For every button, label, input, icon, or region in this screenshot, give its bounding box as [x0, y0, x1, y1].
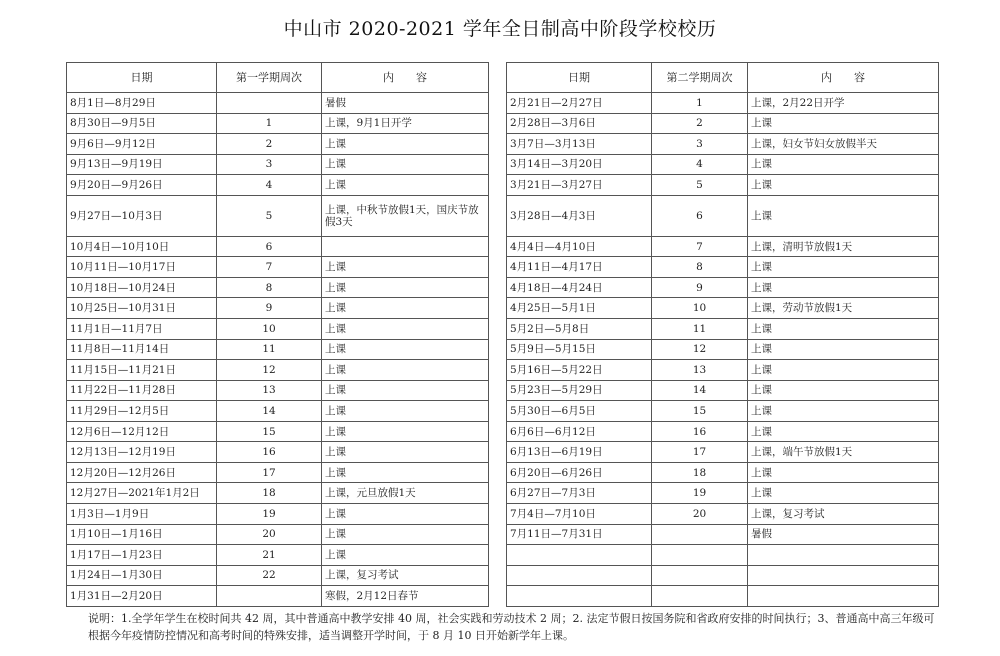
week-cell-semester1: 14 — [217, 401, 322, 422]
table-row — [67, 586, 939, 607]
table-row — [67, 257, 939, 278]
date-cell-semester1: 10月11日—10月17日 — [67, 257, 217, 278]
header-date-semester1: 日期 — [67, 63, 217, 93]
table-column-gap — [489, 565, 507, 586]
content-cell-semester1: 上课 — [322, 257, 489, 278]
week-cell-semester2: 11 — [652, 319, 748, 340]
date-cell-semester1: 8月1日—8月29日 — [67, 93, 217, 114]
date-cell-semester1: 10月25日—10月31日 — [67, 298, 217, 319]
table-column-gap — [489, 257, 507, 278]
week-cell-semester1: 16 — [217, 442, 322, 463]
week-cell-semester2: 4 — [652, 154, 748, 175]
date-cell-semester2: 4月4日—4月10日 — [507, 236, 652, 257]
week-cell-semester1: 22 — [217, 565, 322, 586]
date-cell-semester1: 1月3日—1月9日 — [67, 503, 217, 524]
table-column-gap — [489, 503, 507, 524]
date-cell-semester2: 3月28日—4月3日 — [507, 195, 652, 236]
content-cell-semester2: 上课 — [748, 195, 939, 236]
content-cell-semester2: 上课 — [748, 257, 939, 278]
content-cell-semester1: 上课 — [322, 462, 489, 483]
week-cell-semester1: 6 — [217, 236, 322, 257]
date-cell-semester2: 5月9日—5月15日 — [507, 339, 652, 360]
table-column-gap — [489, 236, 507, 257]
content-cell-semester2: 上课 — [748, 462, 939, 483]
content-cell-semester2: 上课，清明节放假1天 — [748, 236, 939, 257]
table-column-gap — [489, 380, 507, 401]
table-row — [67, 380, 939, 401]
week-cell-semester2: 20 — [652, 503, 748, 524]
week-cell-semester1: 11 — [217, 339, 322, 360]
content-cell-semester2: 上课 — [748, 277, 939, 298]
date-cell-semester2: 4月18日—4月24日 — [507, 277, 652, 298]
content-cell-semester1: 上课，元旦放假1天 — [322, 483, 489, 504]
date-cell-semester2: 2月28日—3月6日 — [507, 113, 652, 134]
date-cell-semester1: 1月24日—1月30日 — [67, 565, 217, 586]
content-cell-semester2: 上课，端午节放假1天 — [748, 442, 939, 463]
date-cell-semester2: 7月4日—7月10日 — [507, 503, 652, 524]
week-cell-semester2 — [652, 524, 748, 545]
content-cell-semester1: 寒假，2月12日春节 — [322, 586, 489, 607]
table-row — [67, 565, 939, 586]
table-row — [67, 277, 939, 298]
content-cell-semester1: 上课 — [322, 380, 489, 401]
table-row — [67, 524, 939, 545]
table-column-gap — [489, 319, 507, 340]
week-cell-semester1: 9 — [217, 298, 322, 319]
content-cell-semester1 — [322, 236, 489, 257]
week-cell-semester2: 15 — [652, 401, 748, 422]
table-column-gap — [489, 195, 507, 236]
week-cell-semester1: 2 — [217, 134, 322, 155]
content-cell-semester1: 上课 — [322, 503, 489, 524]
content-cell-semester2: 上课 — [748, 154, 939, 175]
table-header-row — [67, 63, 939, 93]
date-cell-semester1: 9月13日—9月19日 — [67, 154, 217, 175]
week-cell-semester2: 14 — [652, 380, 748, 401]
table-column-gap — [489, 154, 507, 175]
date-cell-semester1: 12月20日—12月26日 — [67, 462, 217, 483]
header-content-semester1: 内 容 — [322, 63, 489, 93]
date-cell-semester1: 1月10日—1月16日 — [67, 524, 217, 545]
content-cell-semester1: 上课 — [322, 360, 489, 381]
content-cell-semester1: 上课 — [322, 175, 489, 196]
date-cell-semester2 — [507, 565, 652, 586]
week-cell-semester1: 19 — [217, 503, 322, 524]
table-column-gap — [489, 524, 507, 545]
table-column-gap — [489, 360, 507, 381]
content-cell-semester2: 上课，复习考试 — [748, 503, 939, 524]
content-cell-semester1: 上课，9月1日开学 — [322, 113, 489, 134]
week-cell-semester2: 6 — [652, 195, 748, 236]
week-cell-semester2 — [652, 545, 748, 566]
table-column-gap — [489, 63, 507, 93]
date-cell-semester1: 11月8日—11月14日 — [67, 339, 217, 360]
header-content-semester2: 内 容 — [748, 63, 939, 93]
date-cell-semester2: 6月27日—7月3日 — [507, 483, 652, 504]
date-cell-semester2 — [507, 586, 652, 607]
week-cell-semester1: 7 — [217, 257, 322, 278]
week-cell-semester1: 10 — [217, 319, 322, 340]
week-cell-semester1: 8 — [217, 277, 322, 298]
week-cell-semester2: 16 — [652, 421, 748, 442]
date-cell-semester1: 1月31日—2月20日 — [67, 586, 217, 607]
week-cell-semester1: 1 — [217, 113, 322, 134]
week-cell-semester1: 21 — [217, 545, 322, 566]
week-cell-semester1: 5 — [217, 195, 322, 236]
week-cell-semester1 — [217, 586, 322, 607]
table-column-gap — [489, 586, 507, 607]
date-cell-semester1: 12月27日—2021年1月2日 — [67, 483, 217, 504]
date-cell-semester2: 3月7日—3月13日 — [507, 134, 652, 155]
content-cell-semester1: 上课，中秋节放假1天，国庆节放假3天 — [322, 195, 489, 236]
content-cell-semester2: 上课 — [748, 339, 939, 360]
week-cell-semester1: 12 — [217, 360, 322, 381]
date-cell-semester1: 9月27日—10月3日 — [67, 195, 217, 236]
date-cell-semester1: 9月20日—9月26日 — [67, 175, 217, 196]
content-cell-semester1: 上课 — [322, 524, 489, 545]
content-cell-semester1: 上课 — [322, 134, 489, 155]
table-row — [67, 154, 939, 175]
date-cell-semester1: 11月15日—11月21日 — [67, 360, 217, 381]
week-cell-semester2: 2 — [652, 113, 748, 134]
table-column-gap — [489, 462, 507, 483]
content-cell-semester1: 上课 — [322, 277, 489, 298]
week-cell-semester2: 1 — [652, 93, 748, 114]
week-cell-semester1: 20 — [217, 524, 322, 545]
table-row — [67, 319, 939, 340]
table-row — [67, 93, 939, 114]
content-cell-semester2: 暑假 — [748, 524, 939, 545]
content-cell-semester1: 上课 — [322, 442, 489, 463]
table-column-gap — [489, 113, 507, 134]
footnote: 说明：1.全学年学生在校时间共 42 周，其中普通高中教学安排 40 周，社会实践和劳动技术 2 周；2. 法定节假日按国务院和省政府安排的时间执行；3、普通高中高三年级可根据今年疫情防控情况和高考时间的特殊安排，适当调整开学时间，于 8 月 10 日开始新学年上课。 — [88, 612, 935, 642]
week-cell-semester2: 17 — [652, 442, 748, 463]
content-cell-semester1: 上课 — [322, 401, 489, 422]
content-cell-semester2: 上课 — [748, 401, 939, 422]
table-row — [67, 113, 939, 134]
calendar-table-container — [66, 62, 938, 607]
date-cell-semester1: 10月18日—10月24日 — [67, 277, 217, 298]
date-cell-semester2: 2月21日—2月27日 — [507, 93, 652, 114]
date-cell-semester2 — [507, 545, 652, 566]
date-cell-semester2: 6月13日—6月19日 — [507, 442, 652, 463]
week-cell-semester1: 4 — [217, 175, 322, 196]
table-column-gap — [489, 442, 507, 463]
content-cell-semester1: 暑假 — [322, 93, 489, 114]
header-week-semester2: 第二学期周次 — [652, 63, 748, 93]
week-cell-semester2: 7 — [652, 236, 748, 257]
date-cell-semester1: 9月6日—9月12日 — [67, 134, 217, 155]
table-column-gap — [489, 421, 507, 442]
week-cell-semester2: 19 — [652, 483, 748, 504]
week-cell-semester2: 13 — [652, 360, 748, 381]
date-cell-semester2: 5月2日—5月8日 — [507, 319, 652, 340]
table-column-gap — [489, 401, 507, 422]
week-cell-semester2: 5 — [652, 175, 748, 196]
table-column-gap — [489, 93, 507, 114]
content-cell-semester2 — [748, 545, 939, 566]
table-row — [67, 401, 939, 422]
table-column-gap — [489, 483, 507, 504]
week-cell-semester1: 13 — [217, 380, 322, 401]
week-cell-semester2: 10 — [652, 298, 748, 319]
header-date-semester2: 日期 — [507, 63, 652, 93]
content-cell-semester2: 上课 — [748, 421, 939, 442]
date-cell-semester2: 3月14日—3月20日 — [507, 154, 652, 175]
content-cell-semester1: 上课，复习考试 — [322, 565, 489, 586]
header-week-semester1: 第一学期周次 — [217, 63, 322, 93]
table-column-gap — [489, 277, 507, 298]
content-cell-semester2: 上课 — [748, 380, 939, 401]
date-cell-semester2: 6月20日—6月26日 — [507, 462, 652, 483]
date-cell-semester1: 11月29日—12月5日 — [67, 401, 217, 422]
table-column-gap — [489, 545, 507, 566]
content-cell-semester1: 上课 — [322, 154, 489, 175]
date-cell-semester1: 10月4日—10月10日 — [67, 236, 217, 257]
week-cell-semester1: 3 — [217, 154, 322, 175]
table-row — [67, 195, 939, 236]
content-cell-semester2: 上课 — [748, 360, 939, 381]
date-cell-semester1: 11月22日—11月28日 — [67, 380, 217, 401]
table-row — [67, 442, 939, 463]
table-row — [67, 298, 939, 319]
week-cell-semester2 — [652, 586, 748, 607]
table-row — [67, 134, 939, 155]
content-cell-semester2: 上课 — [748, 175, 939, 196]
date-cell-semester2: 3月21日—3月27日 — [507, 175, 652, 196]
date-cell-semester2: 5月23日—5月29日 — [507, 380, 652, 401]
content-cell-semester1: 上课 — [322, 421, 489, 442]
date-cell-semester2: 5月16日—5月22日 — [507, 360, 652, 381]
table-column-gap — [489, 339, 507, 360]
date-cell-semester1: 1月17日—1月23日 — [67, 545, 217, 566]
week-cell-semester2: 8 — [652, 257, 748, 278]
content-cell-semester2: 上课 — [748, 483, 939, 504]
table-row — [67, 545, 939, 566]
content-cell-semester2: 上课，妇女节妇女放假半天 — [748, 134, 939, 155]
table-column-gap — [489, 175, 507, 196]
table-column-gap — [489, 298, 507, 319]
date-cell-semester2: 5月30日—6月5日 — [507, 401, 652, 422]
week-cell-semester2: 3 — [652, 134, 748, 155]
week-cell-semester1: 17 — [217, 462, 322, 483]
week-cell-semester1: 18 — [217, 483, 322, 504]
week-cell-semester2: 9 — [652, 277, 748, 298]
date-cell-semester2: 4月11日—4月17日 — [507, 257, 652, 278]
content-cell-semester2 — [748, 565, 939, 586]
week-cell-semester1: 15 — [217, 421, 322, 442]
table-row — [67, 503, 939, 524]
content-cell-semester2: 上课 — [748, 113, 939, 134]
week-cell-semester1 — [217, 93, 322, 114]
content-cell-semester2 — [748, 586, 939, 607]
week-cell-semester2 — [652, 565, 748, 586]
date-cell-semester1: 11月1日—11月7日 — [67, 319, 217, 340]
content-cell-semester2: 上课 — [748, 319, 939, 340]
content-cell-semester2: 上课，劳动节放假1天 — [748, 298, 939, 319]
table-row — [67, 360, 939, 381]
table-row — [67, 462, 939, 483]
table-row — [67, 236, 939, 257]
table-row — [67, 483, 939, 504]
date-cell-semester2: 7月11日—7月31日 — [507, 524, 652, 545]
week-cell-semester2: 18 — [652, 462, 748, 483]
table-row — [67, 421, 939, 442]
date-cell-semester2: 4月25日—5月1日 — [507, 298, 652, 319]
content-cell-semester1: 上课 — [322, 339, 489, 360]
week-cell-semester2: 12 — [652, 339, 748, 360]
content-cell-semester1: 上课 — [322, 298, 489, 319]
content-cell-semester1: 上课 — [322, 545, 489, 566]
page-title: 中山市 2020-2021 学年全日制高中阶段学校校历 — [283, 18, 717, 40]
date-cell-semester2: 6月6日—6月12日 — [507, 421, 652, 442]
table-column-gap — [489, 134, 507, 155]
table-row — [67, 175, 939, 196]
date-cell-semester1: 12月6日—12月12日 — [67, 421, 217, 442]
date-cell-semester1: 12月13日—12月19日 — [67, 442, 217, 463]
table-row — [67, 339, 939, 360]
date-cell-semester1: 8月30日—9月5日 — [67, 113, 217, 134]
content-cell-semester1: 上课 — [322, 319, 489, 340]
content-cell-semester2: 上课，2月22日开学 — [748, 93, 939, 114]
calendar-table — [66, 62, 939, 607]
